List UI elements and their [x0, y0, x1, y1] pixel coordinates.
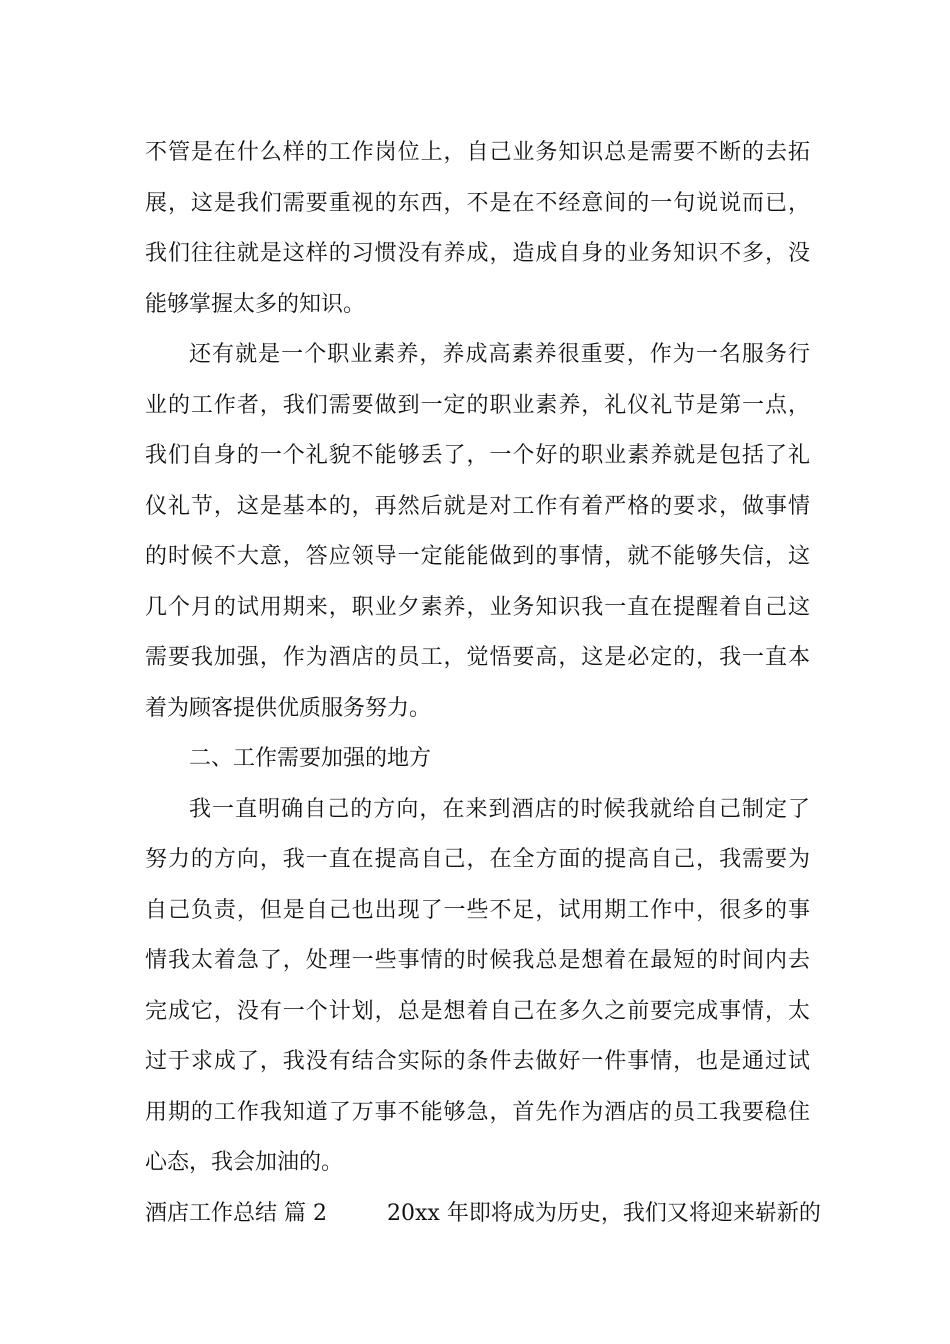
text-line: 用期的工作我知道了万事不能够急，首先作为酒店的员工我要稳住 [145, 1099, 810, 1125]
text-line: 我们往往就是这样的习惯没有养成，造成自身的业务知识不多，没 [145, 241, 810, 266]
heading-text: 二、工作需要加强的地方 [189, 746, 432, 771]
text-line: 情我太着急了，处理一些事情的时候我总是想着在最短的时间内去 [145, 948, 810, 973]
text-line: 展，这是我们需要重视的东西，不是在不经意间的一句说说而已， [145, 190, 810, 216]
text-line: 几个月的试用期来，职业夕素养，业务知识我一直在提醒着自己这 [145, 594, 810, 620]
text-line: 心态，我会加油的。 [145, 1150, 344, 1175]
text-line: 过于求成了，我没有结合实际的条件去做好一件事情，也是通过试 [145, 1049, 810, 1074]
text-line: 不管是在什么样的工作岗位上，自己业务知识总是需要不断的去拓 [145, 140, 810, 165]
text-line: 自己负责，但是自己也出现了一些不足，试用期工作中，很多的事 [145, 897, 810, 923]
paragraph-2 [145, 330, 810, 734]
text-line: 需要我加强，作为酒店的员工，觉悟要高，这是必定的，我一直本 [145, 645, 810, 670]
document-body [145, 128, 821, 1239]
section-heading [145, 734, 810, 785]
article-section: 篇 2 [284, 1200, 328, 1226]
text-line: 我一直明确自己的方向，在来到酒店的时候我就给自己制定了 [189, 796, 810, 822]
text-line: 我们自身的一个礼貌不能够丢了，一个好的职业素养就是包括了礼 [145, 443, 810, 468]
text-line: 的时候不大意，答应领导一定能能做到的事情，就不能够失信，这 [145, 544, 810, 569]
text-line: 完成它，没有一个计划，总是想着自己在多久之前要完成事情，太 [145, 998, 810, 1024]
text-line: 仪礼节，这是基本的，再然后就是对工作有着严格的要求，做事情 [145, 493, 810, 519]
article-title: 酒店工作总结 [145, 1200, 278, 1226]
next-article-line [145, 1189, 821, 1240]
text-line: 努力的方向，我一直在提高自己，在全方面的提高自己，我需要为 [145, 847, 810, 872]
text-line: 业的工作者，我们需要做到一定的职业素养，礼仪礼节是第一点， [145, 392, 810, 418]
paragraph-3 [145, 785, 810, 1189]
article-opening-text: 20xx 年即将成为历史，我们又将迎来崭新的 [387, 1200, 821, 1226]
paragraph-1 [145, 128, 810, 330]
text-line: 还有就是一个职业素养，养成高素养很重要，作为一名服务行 [189, 342, 810, 367]
text-line: 着为顾客提供优质服务努力。 [145, 695, 432, 721]
text-line: 能够掌握太多的知识。 [145, 291, 366, 317]
